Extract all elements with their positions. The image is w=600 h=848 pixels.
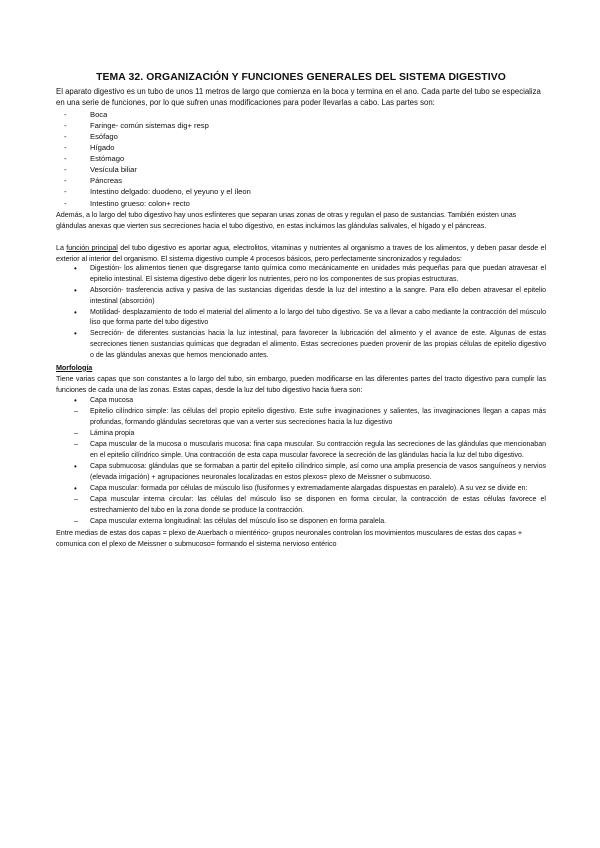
list-item: • Absorción- trasferencia activa y pasiva de las sustancias digeridas desde la luz del intestino a la sangre. Para ello deben atravesar el epitelio intestinal (absorción) [74,286,546,308]
function-label: función principal [66,243,118,253]
list-item: - Intestino delgado: duodeno, el yeyuno y el íleon [64,186,546,197]
list-item: – Capa muscular externa longitudinal: las células del músculo liso se disponen en forma paralela. [74,516,546,527]
list-item: • Capa muscular: formada por células de músculo liso (fusiformes y extremadamente alargadas dispuestas en paralelo). A su vez se divide en: [74,483,546,494]
list-item: • Capa submucosa: glándulas que se formaban a partir del epitelio cilíndrico simple, así como una amplia presencia de vasos sanguíneos y nervios (elevada irrigación) + agrupaciones neuronales localizadas en estos plexos= plexo de Meissner o submucoso. [74,461,546,483]
list-item: – Capa muscular de la mucosa o muscularis mucosa: fina capa muscular. Su contracción regula las secreciones de las glándulas que mencionaban en el epitelio cilíndrico simple. Una contracción de esta capa muscular favorece la secreción de las glándulas hacia la luz del tubo digestivo. [74,439,546,461]
list-item: • Secreción- de diferentes sustancias hacia la luz intestinal, para favorecer la lubricación del alimento y el avance de este. Algunas de estas secreciones tienen sustancias químicas que degradan el alimento. Estas secreciones pueden provenir de las propias células de epitelio digestivo o de las glándulas anexas que hemos mencionado antes. [74,329,546,361]
list-item: • Motilidad- desplazamiento de todo el material del alimento a lo largo del tubo digestivo. Se va a llevar a cabo mediante la contracción del músculo liso que forma parte del tubo digestivo [74,308,546,330]
list-item: - Intestino grueso: colon+ recto [64,198,546,209]
list-item: - Estómago [64,153,546,164]
list-item: – Capa muscular interna circular: las células del músculo liso se disponen en forma circular, la contracción de estas células favorece el estrechamiento del tubo en la zona donde se produce la contracción. [74,494,546,516]
spacer [56,231,546,242]
list-item: - Faringe- común sistemas dig+ resp [64,120,546,131]
page-title: TEMA 32. ORGANIZACIÓN Y FUNCIONES GENERALES DEL SISTEMA DIGESTIVO [96,72,506,83]
function-paragraph [56,242,546,264]
list-item: • Digestión- los alimentos tienen que disgregarse tanto química como mecánicamente en unidades más pequeñas para que puedan atravesar el epitelio intestinal. El sistema digestivo debe digerir los nutrientes, pero no los componentes de sus propias estructuras. [74,264,546,286]
sphincters-paragraph: Además, a lo largo del tubo digestivo hay unos esfínteres que separan unas zonas de otras y regulan el paso de sustancias. También existen unas glándulas anexas que vierten sus secreciones hacia el tubo digestivo, en estas incluimos las glándulas salivales, el hígado y el páncreas. [56,209,517,230]
morphology-heading: Morfología [56,362,93,372]
function-pre: La [56,243,67,253]
document-page [56,72,546,550]
list-item: • Capa mucosa [74,395,546,406]
list-item: – Lámina propia [74,428,546,439]
processes-list [56,264,546,361]
parts-list [56,109,546,209]
function-text: del tubo digestivo es aportar agua, electrolitos, vitaminas y nutrientes al organismo a traves de los alimentos, y deben pasar desde el exterior al interior del organismo. El sistema digestivo cumple 4 procesos básicos, pero perfectamente sincronizados y regulados: [56,243,547,264]
list-item: – Epitelio cilíndrico simple: las células del propio epitelio digestivo. Este sufre invaginaciones y salientes, las invaginaciones llegan a capas más profundas, formando glándulas secretoras que van a verter sus secreciones hacia la luz digestivo [74,406,546,428]
morphology-intro: Tiene varias capas que son constantes a lo largo del tubo, sin embargo, pueden modificarse en las diferentes partes del tracto digestivo para cumplir las funciones de cada una de las zonas. Estas capas, desde la luz del tubo digestivo hacia fuera son: [56,373,546,395]
layers-list [56,395,546,527]
list-item: - Boca [64,109,546,120]
list-item: - Hígado [64,142,546,153]
intro-paragraph: El aparato digestivo es un tubo de unos 11 metros de largo que comienza en la boca y termina en el ano. Cada parte del tubo se especializa en una serie de funciones, por lo que sufren unas modificaciones para poder llevarlas a cabo. Las partes son: [56,87,541,108]
list-item: - Esófago [64,131,546,142]
list-item: - Vesícula biliar [64,164,546,175]
closing-paragraph: Entre medias de estas dos capas = plexo de Auerbach o mientérico- grupos neuronales controlan los movimientos musculares de estas dos capas + comunica con el plexo de Meissner o submucoso= formando el sistema nervioso entérico [56,528,522,549]
list-item: - Páncreas [64,175,546,186]
